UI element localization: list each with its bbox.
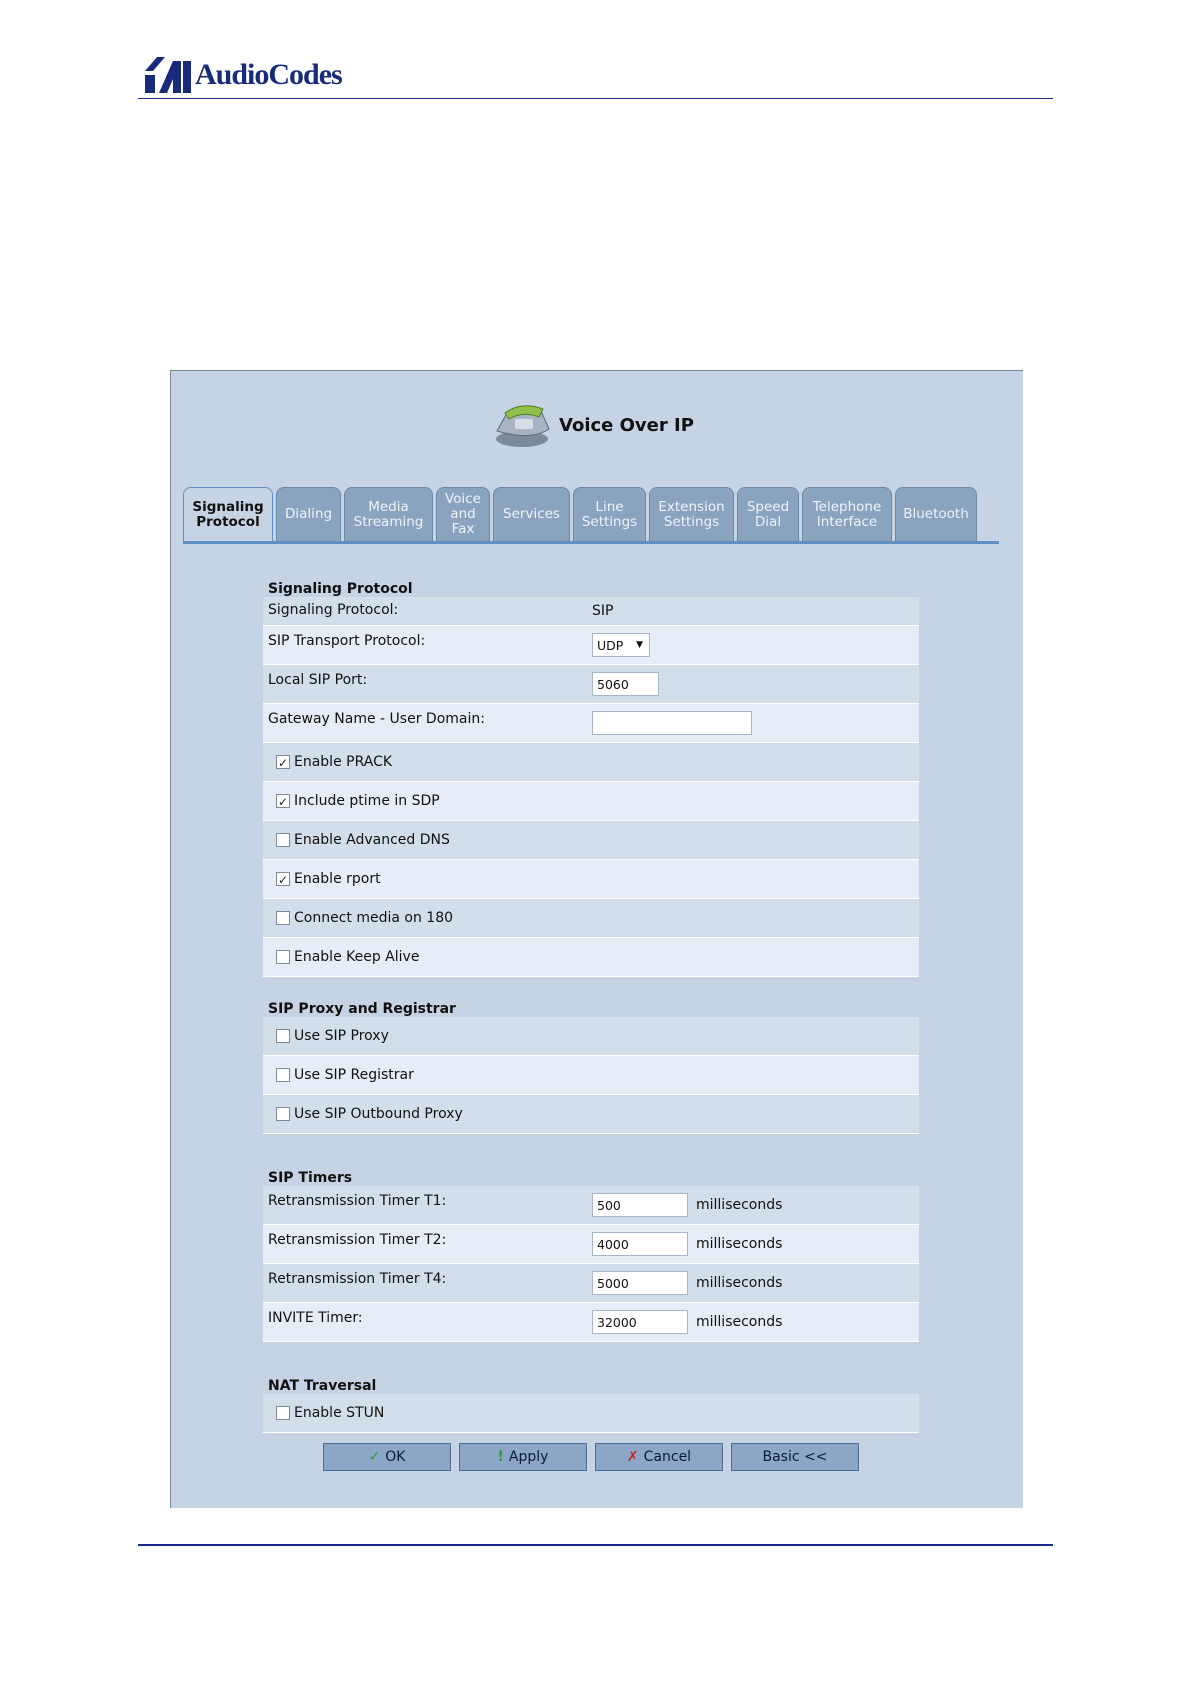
tab-bar bbox=[183, 485, 999, 544]
section-title-nat: NAT Traversal bbox=[268, 1378, 377, 1394]
timer-row bbox=[263, 1303, 919, 1342]
timer-t1-label: Retransmission Timer T1: bbox=[268, 1193, 447, 1209]
checkbox-row bbox=[263, 1056, 919, 1095]
checkbox-empty bbox=[276, 1107, 290, 1121]
tab-speed-dial[interactable]: Speed Dial bbox=[737, 487, 799, 541]
timer-row bbox=[263, 1225, 919, 1264]
ok-label: OK bbox=[385, 1449, 406, 1465]
apply-button[interactable] bbox=[459, 1443, 587, 1471]
section-title-timers: SIP Timers bbox=[268, 1170, 353, 1186]
header-rule bbox=[138, 98, 1053, 99]
checkbox-row bbox=[263, 899, 919, 938]
include-ptime-checkbox[interactable] bbox=[263, 793, 440, 809]
transport-protocol-row bbox=[263, 626, 919, 665]
signaling-protocol-row bbox=[263, 597, 919, 626]
apply-label: Apply bbox=[508, 1449, 549, 1465]
timer-row bbox=[263, 1186, 919, 1225]
use-sip-registrar-checkbox[interactable] bbox=[263, 1067, 414, 1083]
timer-unit: milliseconds bbox=[696, 1275, 783, 1291]
enable-advanced-dns-checkbox[interactable] bbox=[263, 832, 450, 848]
form-content bbox=[263, 571, 919, 1433]
enable-rport-label: Enable rport bbox=[294, 871, 381, 887]
check-icon: ✓ bbox=[277, 795, 289, 809]
timer-t4-input[interactable]: 5000 bbox=[592, 1271, 688, 1295]
local-sip-port-label: Local SIP Port: bbox=[268, 672, 368, 688]
cancel-button[interactable] bbox=[595, 1443, 723, 1471]
checkbox-empty bbox=[276, 950, 290, 964]
checkbox-row bbox=[263, 782, 919, 821]
enable-advanced-dns-label: Enable Advanced DNS bbox=[294, 832, 450, 848]
timer-t1-input[interactable]: 500 bbox=[592, 1193, 688, 1217]
gateway-name-label: Gateway Name - User Domain: bbox=[268, 711, 485, 727]
checkbox-empty bbox=[276, 833, 290, 847]
checkbox-empty bbox=[276, 1068, 290, 1082]
connect-media-180-checkbox[interactable] bbox=[263, 910, 453, 926]
invite-timer-label: INVITE Timer: bbox=[268, 1310, 363, 1326]
page-title-text: Voice Over IP bbox=[559, 414, 694, 436]
transport-protocol-value: UDP bbox=[597, 637, 624, 653]
local-sip-port-input[interactable]: 5060 bbox=[592, 672, 659, 696]
phone-icon bbox=[491, 401, 553, 449]
x-icon: ✗ bbox=[626, 1449, 639, 1465]
use-sip-proxy-label: Use SIP Proxy bbox=[294, 1028, 389, 1044]
transport-protocol-label: SIP Transport Protocol: bbox=[268, 633, 426, 649]
basic-button[interactable] bbox=[731, 1443, 859, 1471]
use-sip-registrar-label: Use SIP Registrar bbox=[294, 1067, 414, 1083]
enable-stun-checkbox[interactable] bbox=[263, 1405, 384, 1421]
page-title bbox=[491, 401, 694, 449]
checkbox-row bbox=[263, 1394, 919, 1433]
checkmark-icon: ✓ bbox=[368, 1449, 381, 1465]
checkbox-row bbox=[263, 860, 919, 899]
timer-unit: milliseconds bbox=[696, 1197, 783, 1213]
gateway-name-row bbox=[263, 704, 919, 743]
button-bar bbox=[323, 1443, 859, 1471]
section-title-signaling: Signaling Protocol bbox=[268, 581, 413, 597]
audiocodes-logo bbox=[145, 55, 342, 95]
gateway-name-input[interactable] bbox=[592, 711, 752, 735]
voip-screenshot bbox=[170, 370, 1023, 1508]
checkbox-empty bbox=[276, 1029, 290, 1043]
tab-voice-and-fax[interactable]: Voice and Fax bbox=[436, 487, 490, 541]
checkbox-row bbox=[263, 1017, 919, 1056]
use-sip-outbound-proxy-label: Use SIP Outbound Proxy bbox=[294, 1106, 463, 1122]
exclamation-icon: ! bbox=[497, 1449, 504, 1465]
tab-telephone-interface[interactable]: Telephone Interface bbox=[802, 487, 892, 541]
signaling-protocol-value: SIP bbox=[592, 603, 614, 619]
basic-label: Basic << bbox=[762, 1449, 828, 1465]
include-ptime-label: Include ptime in SDP bbox=[294, 793, 440, 809]
enable-prack-label: Enable PRACK bbox=[294, 754, 393, 770]
use-sip-outbound-proxy-checkbox[interactable] bbox=[263, 1106, 463, 1122]
checkbox-row bbox=[263, 1095, 919, 1134]
checkbox-empty bbox=[276, 911, 290, 925]
timer-unit: milliseconds bbox=[696, 1236, 783, 1252]
tab-dialing[interactable]: Dialing bbox=[276, 487, 341, 541]
enable-keep-alive-checkbox[interactable] bbox=[263, 949, 419, 965]
connect-media-180-label: Connect media on 180 bbox=[294, 910, 454, 926]
local-sip-port-row bbox=[263, 665, 919, 704]
tab-bluetooth[interactable]: Bluetooth bbox=[895, 487, 977, 541]
timer-t2-label: Retransmission Timer T2: bbox=[268, 1232, 447, 1248]
checkbox-row bbox=[263, 743, 919, 782]
tab-extension-settings[interactable]: Extension Settings bbox=[649, 487, 734, 541]
timer-row bbox=[263, 1264, 919, 1303]
cancel-label: Cancel bbox=[643, 1449, 692, 1465]
check-icon: ✓ bbox=[277, 873, 289, 887]
ok-button[interactable] bbox=[323, 1443, 451, 1471]
tab-signaling-protocol[interactable]: Signaling Protocol bbox=[183, 487, 273, 541]
enable-keep-alive-label: Enable Keep Alive bbox=[294, 949, 420, 965]
checkbox-empty bbox=[276, 1406, 290, 1420]
checkbox-row bbox=[263, 821, 919, 860]
transport-protocol-select[interactable] bbox=[592, 633, 650, 657]
brand-name: AudioCodes bbox=[195, 58, 342, 91]
use-sip-proxy-checkbox[interactable] bbox=[263, 1028, 389, 1044]
invite-timer-input[interactable]: 32000 bbox=[592, 1310, 688, 1334]
signaling-protocol-label: Signaling Protocol: bbox=[268, 602, 399, 618]
check-icon: ✓ bbox=[277, 756, 289, 770]
tab-services[interactable]: Services bbox=[493, 487, 570, 541]
footer-rule bbox=[138, 1544, 1053, 1546]
checkbox-row bbox=[263, 938, 919, 977]
enable-rport-checkbox[interactable] bbox=[263, 871, 381, 887]
section-title-proxy: SIP Proxy and Registrar bbox=[268, 1001, 456, 1017]
chevron-down-icon: ▼ bbox=[636, 640, 643, 650]
enable-prack-checkbox[interactable] bbox=[263, 754, 392, 770]
tab-media-streaming[interactable]: Media Streaming bbox=[344, 487, 433, 541]
timer-unit: milliseconds bbox=[696, 1314, 783, 1330]
timer-t4-label: Retransmission Timer T4: bbox=[268, 1271, 447, 1287]
timer-t2-input[interactable]: 4000 bbox=[592, 1232, 688, 1256]
tab-line-settings[interactable]: Line Settings bbox=[573, 487, 646, 541]
audiocodes-logo-icon bbox=[145, 57, 191, 93]
enable-stun-label: Enable STUN bbox=[294, 1405, 385, 1421]
